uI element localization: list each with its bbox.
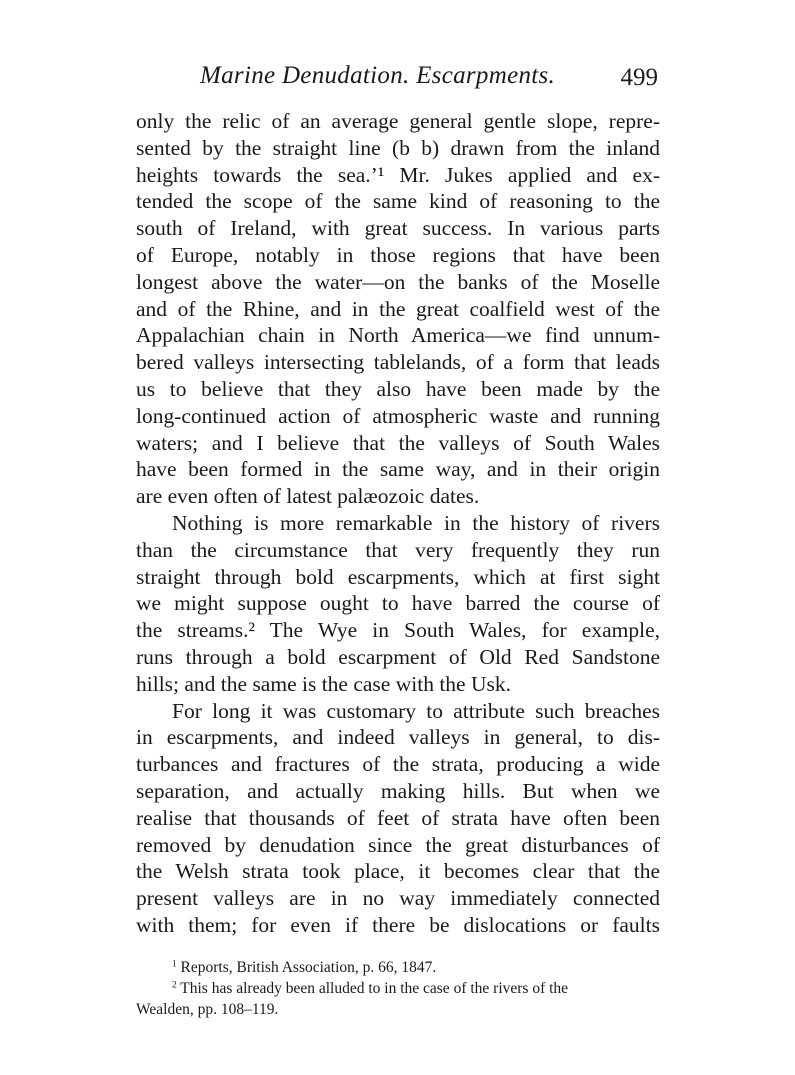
text-line: than the circumstance that very frequently they run [136,537,660,562]
footnote-1 [136,957,660,978]
footnote-continuation: Wealden, pp. 108–119. [136,1000,279,1018]
text-line: sented by the straight line (b b) drawn from the inland [136,135,660,160]
page-number: 499 [620,64,658,91]
paragraph-2 [136,510,660,698]
text-line: south of Ireland, with great success. In various parts [136,216,660,241]
body-text [136,108,660,939]
text-line: only the relic of an average general gentle slope, repre- [136,109,660,133]
text-line: waters; and I believe that the valleys of South Wales [136,430,660,455]
text-line: long-continued action of atmospheric waste and running [136,403,660,428]
text-line: turbances and fractures of the strata, producing a wide [136,752,660,777]
text-line: removed by denudation since the great disturbances of [136,832,660,857]
text-line: hills; and the same is the case with the Usk. [136,671,511,696]
text-line: with them; for even if there be dislocations or faults [136,912,660,937]
footnote-text: This has already been alluded to in the case of the rivers of the [180,979,569,997]
paragraph-3 [136,698,660,939]
running-head [136,58,660,102]
text-line: us to believe that they also have been made by the [136,376,660,401]
text-line: in escarpments, and indeed valleys in general, to dis- [136,725,660,750]
text-line: we might suppose ought to have barred the course of [136,591,660,616]
text-line: separation, and actually making hills. But when we [136,778,660,803]
text-line: present valleys are in no way immediately connected [136,886,660,911]
text-line: heights towards the sea.’¹ Mr. Jukes applied and ex- [136,162,660,187]
text-line: and of the Rhine, and in the great coalfield west of the [136,296,660,321]
text-line: longest above the water—on the banks of the Moselle [136,269,660,294]
text-line: of Europe, notably in those regions that have been [136,242,660,267]
text-line: Nothing is more remarkable in the history of rivers [172,510,660,535]
footnote-mark: 2 [172,980,177,991]
text-line: realise that thousands of feet of strata have often been [136,805,660,830]
book-page [136,58,660,1020]
text-line: have been formed in the same way, and in their origin [136,457,660,482]
footnote-2 [136,978,660,1020]
text-line: For long it was customary to attribute such breaches [172,698,660,723]
footnote-text: Reports, British Association, p. 66, 1847. [180,958,437,976]
text-line: the Welsh strata took place, it becomes clear that the [136,859,660,884]
text-line: straight through bold escarpments, which at first sight [136,564,660,589]
text-line: runs through a bold escarpment of Old Red Sandstone [136,644,660,669]
footnote-mark: 1 [172,959,177,970]
paragraph-1 [136,108,660,510]
text-line: the streams.² The Wye in South Wales, for example, [136,618,660,643]
text-line: are even often of latest palæozoic dates. [136,484,480,509]
running-title: Marine Denudation. Escarpments. [200,62,556,89]
text-line: Appalachian chain in North America—we find unnum- [136,323,660,348]
text-line: tended the scope of the same kind of reasoning to the [136,189,660,214]
text-line: bered valleys intersecting tablelands, of a form that leads [136,350,660,375]
footnotes [136,957,660,1020]
